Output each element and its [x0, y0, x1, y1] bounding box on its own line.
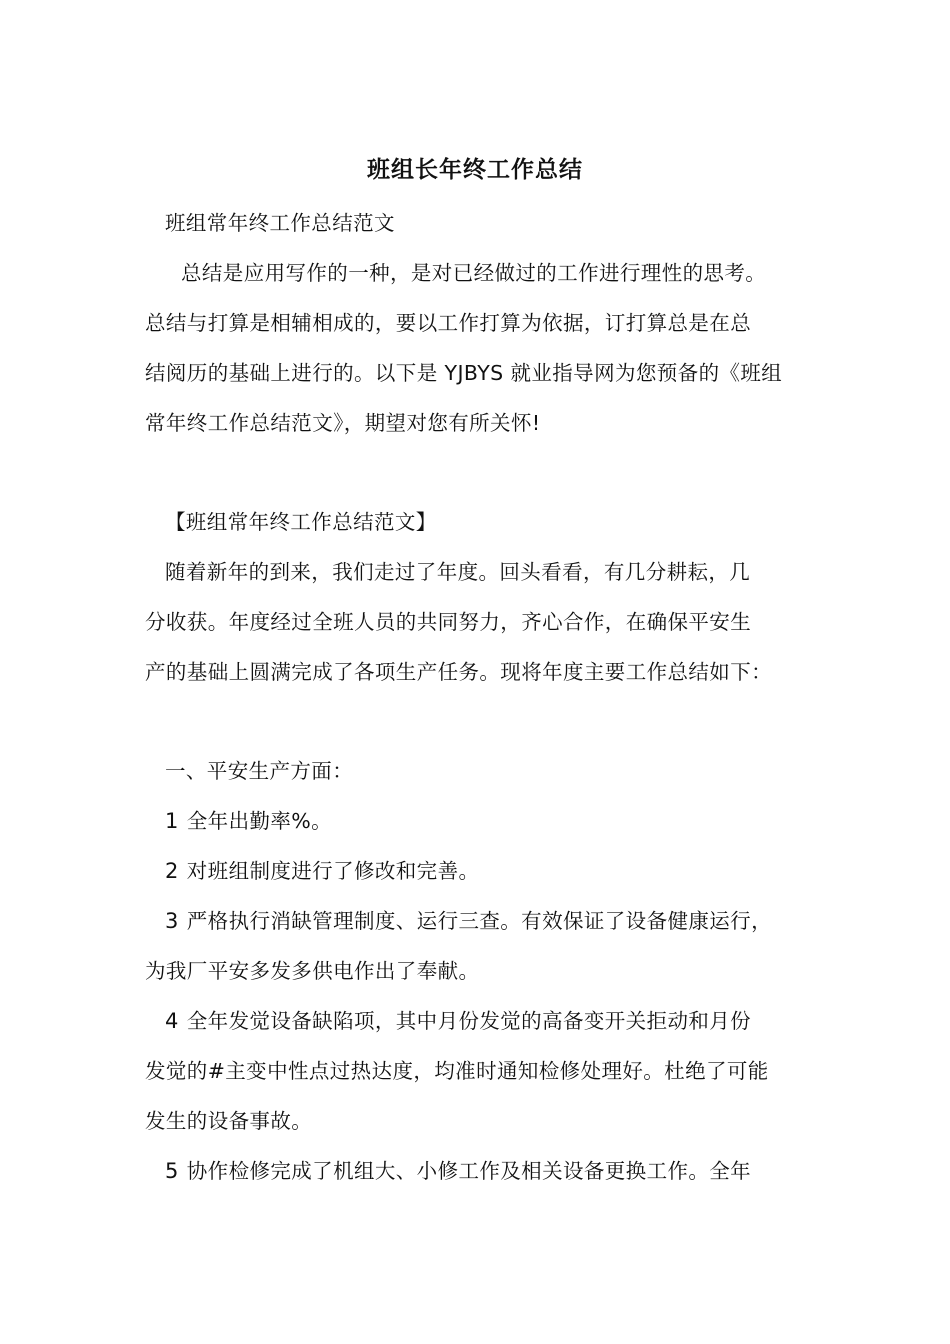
section-heading: 【班组常年终工作总结范文】: [165, 510, 437, 534]
list-item: [145, 1156, 845, 1186]
body-line: 随着新年的到来，我们走过了年度。回头看看，有几分耕耘，几: [165, 560, 751, 584]
body-line: 产的基础上圆满完成了各项生产任务。现将年度主要工作总结如下：: [145, 660, 772, 684]
list-item-number: 4: [165, 1009, 179, 1033]
list-item: [145, 1006, 845, 1036]
document-subtitle: 班组常年终工作总结范文: [165, 211, 395, 235]
intro-line: 常年终工作总结范文》，期望对您有所关怀!: [145, 411, 541, 435]
list-item: [145, 856, 845, 886]
list-item-number: 3: [165, 909, 179, 933]
list-item-number: 2: [165, 859, 179, 883]
list-item-text: 严格执行消缺管理制度、运行三查。有效保证了设备健康运行，: [186, 909, 772, 933]
list-item-continuation: 发觉的#主变中性点过热达度，均准时通知检修处理好。杜绝了可能: [145, 1059, 769, 1083]
list-item-number: 5: [165, 1159, 179, 1183]
list-item-text: 协作检修完成了机组大、小修工作及相关设备更换工作。全年: [186, 1159, 752, 1183]
list-item-continuation: 发生的设备事故。: [145, 1109, 313, 1133]
intro-line: 总结是应用写作的一种，是对已经做过的工作进行理性的思考。: [181, 261, 767, 285]
list-item-number: 1: [165, 809, 179, 833]
body-line: 分收获。年度经过全班人员的共同努力，齐心合作，在确保平安生: [145, 610, 752, 634]
intro-line: 总结与打算是相辅相成的，要以工作打算为依据，订打算总是在总: [145, 311, 752, 335]
list-item-continuation: 为我厂平安多发多供电作出了奉献。: [145, 959, 480, 983]
list-item-text: 全年发觉设备缺陷项，其中月份发觉的高备变开关拒动和月份: [186, 1009, 752, 1033]
list-item-text: 全年出勤率%。: [186, 809, 333, 833]
list-item: [145, 806, 845, 836]
sub-heading: 一、平安生产方面：: [165, 759, 354, 783]
intro-line: 结阅历的基础上进行的。以下是 YJBYS 就业指导网为您预备的《班组: [145, 361, 783, 385]
list-item-text: 对班组制度进行了修改和完善。: [186, 859, 480, 883]
document-title: 班组长年终工作总结: [367, 157, 583, 183]
list-item: [145, 906, 845, 936]
